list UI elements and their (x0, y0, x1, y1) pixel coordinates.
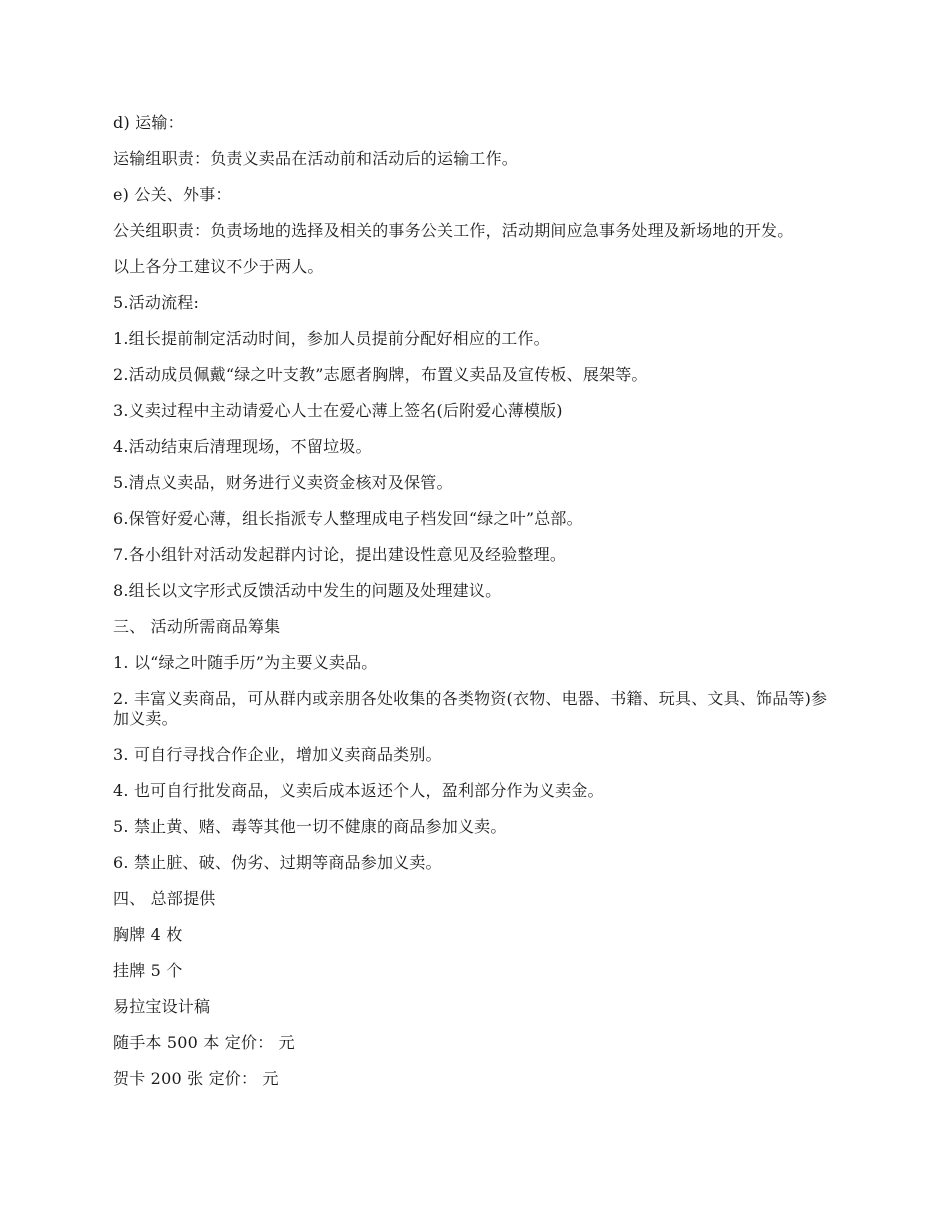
paragraph-staffing-note: 以上各分工建议不少于两人。 (113, 257, 324, 276)
document-page (113, 113, 843, 1105)
list-item: 4. 也可自行批发商品，义卖后成本返还个人，盈利部分作为义卖金。 (113, 781, 604, 800)
supply-item: 挂牌 5 个 (113, 961, 183, 980)
supply-item: 胸牌 4 枚 (113, 925, 183, 944)
section-heading-goods: 三、 活动所需商品筹集 (113, 617, 281, 636)
list-item: 1. 以“绿之叶随手历”为主要义卖品。 (113, 653, 378, 672)
list-item: 5. 禁止黄、赌、毒等其他一切不健康的商品参加义卖。 (113, 817, 507, 836)
list-item: 2.活动成员佩戴“绿之叶支教”志愿者胸牌，布置义卖品及宣传板、展架等。 (113, 365, 648, 384)
list-item: 2. 丰富义卖商品，可从群内或亲朋各处收集的各类物资(衣物、电器、书籍、玩具、文具、饰品等)参加义卖。 (113, 689, 828, 728)
supply-item: 易拉宝设计稿 (113, 997, 211, 1016)
list-item: 6.保管好爱心薄，组长指派专人整理成电子档发回“绿之叶”总部。 (113, 509, 583, 528)
section-heading-transport: d) 运输： (113, 113, 184, 132)
supply-item: 贺卡 200 张 定价： 元 (113, 1069, 279, 1088)
section-heading-hq-supply: 四、 总部提供 (113, 889, 216, 908)
list-item: 1.组长提前制定活动时间，参加人员提前分配好相应的工作。 (113, 329, 550, 348)
section-heading-pr: e) 公关、外事： (113, 185, 232, 204)
list-item: 8.组长以文字形式反馈活动中发生的问题及处理建议。 (113, 581, 502, 600)
list-item: 7.各小组针对活动发起群内讨论，提出建设性意见及经验整理。 (113, 545, 567, 564)
paragraph-pr-duty: 公关组职责：负责场地的选择及相关的事务公关工作，活动期间应急事务处理及新场地的开发。 (113, 221, 794, 240)
supply-item: 随手本 500 本 定价： 元 (113, 1033, 295, 1052)
list-item: 4.活动结束后清理现场，不留垃圾。 (113, 437, 372, 456)
list-item: 3.义卖过程中主动请爱心人士在爱心薄上签名(后附爱心薄模版) (113, 401, 563, 420)
list-item: 5.清点义卖品，财务进行义卖资金核对及保管。 (113, 473, 453, 492)
list-item: 6. 禁止脏、破、伪劣、过期等商品参加义卖。 (113, 853, 442, 872)
paragraph-transport-duty: 运输组职责：负责义卖品在活动前和活动后的运输工作。 (113, 149, 519, 168)
list-item: 3. 可自行寻找合作企业，增加义卖商品类别。 (113, 745, 442, 764)
section-heading-process: 5.活动流程: (113, 293, 200, 312)
